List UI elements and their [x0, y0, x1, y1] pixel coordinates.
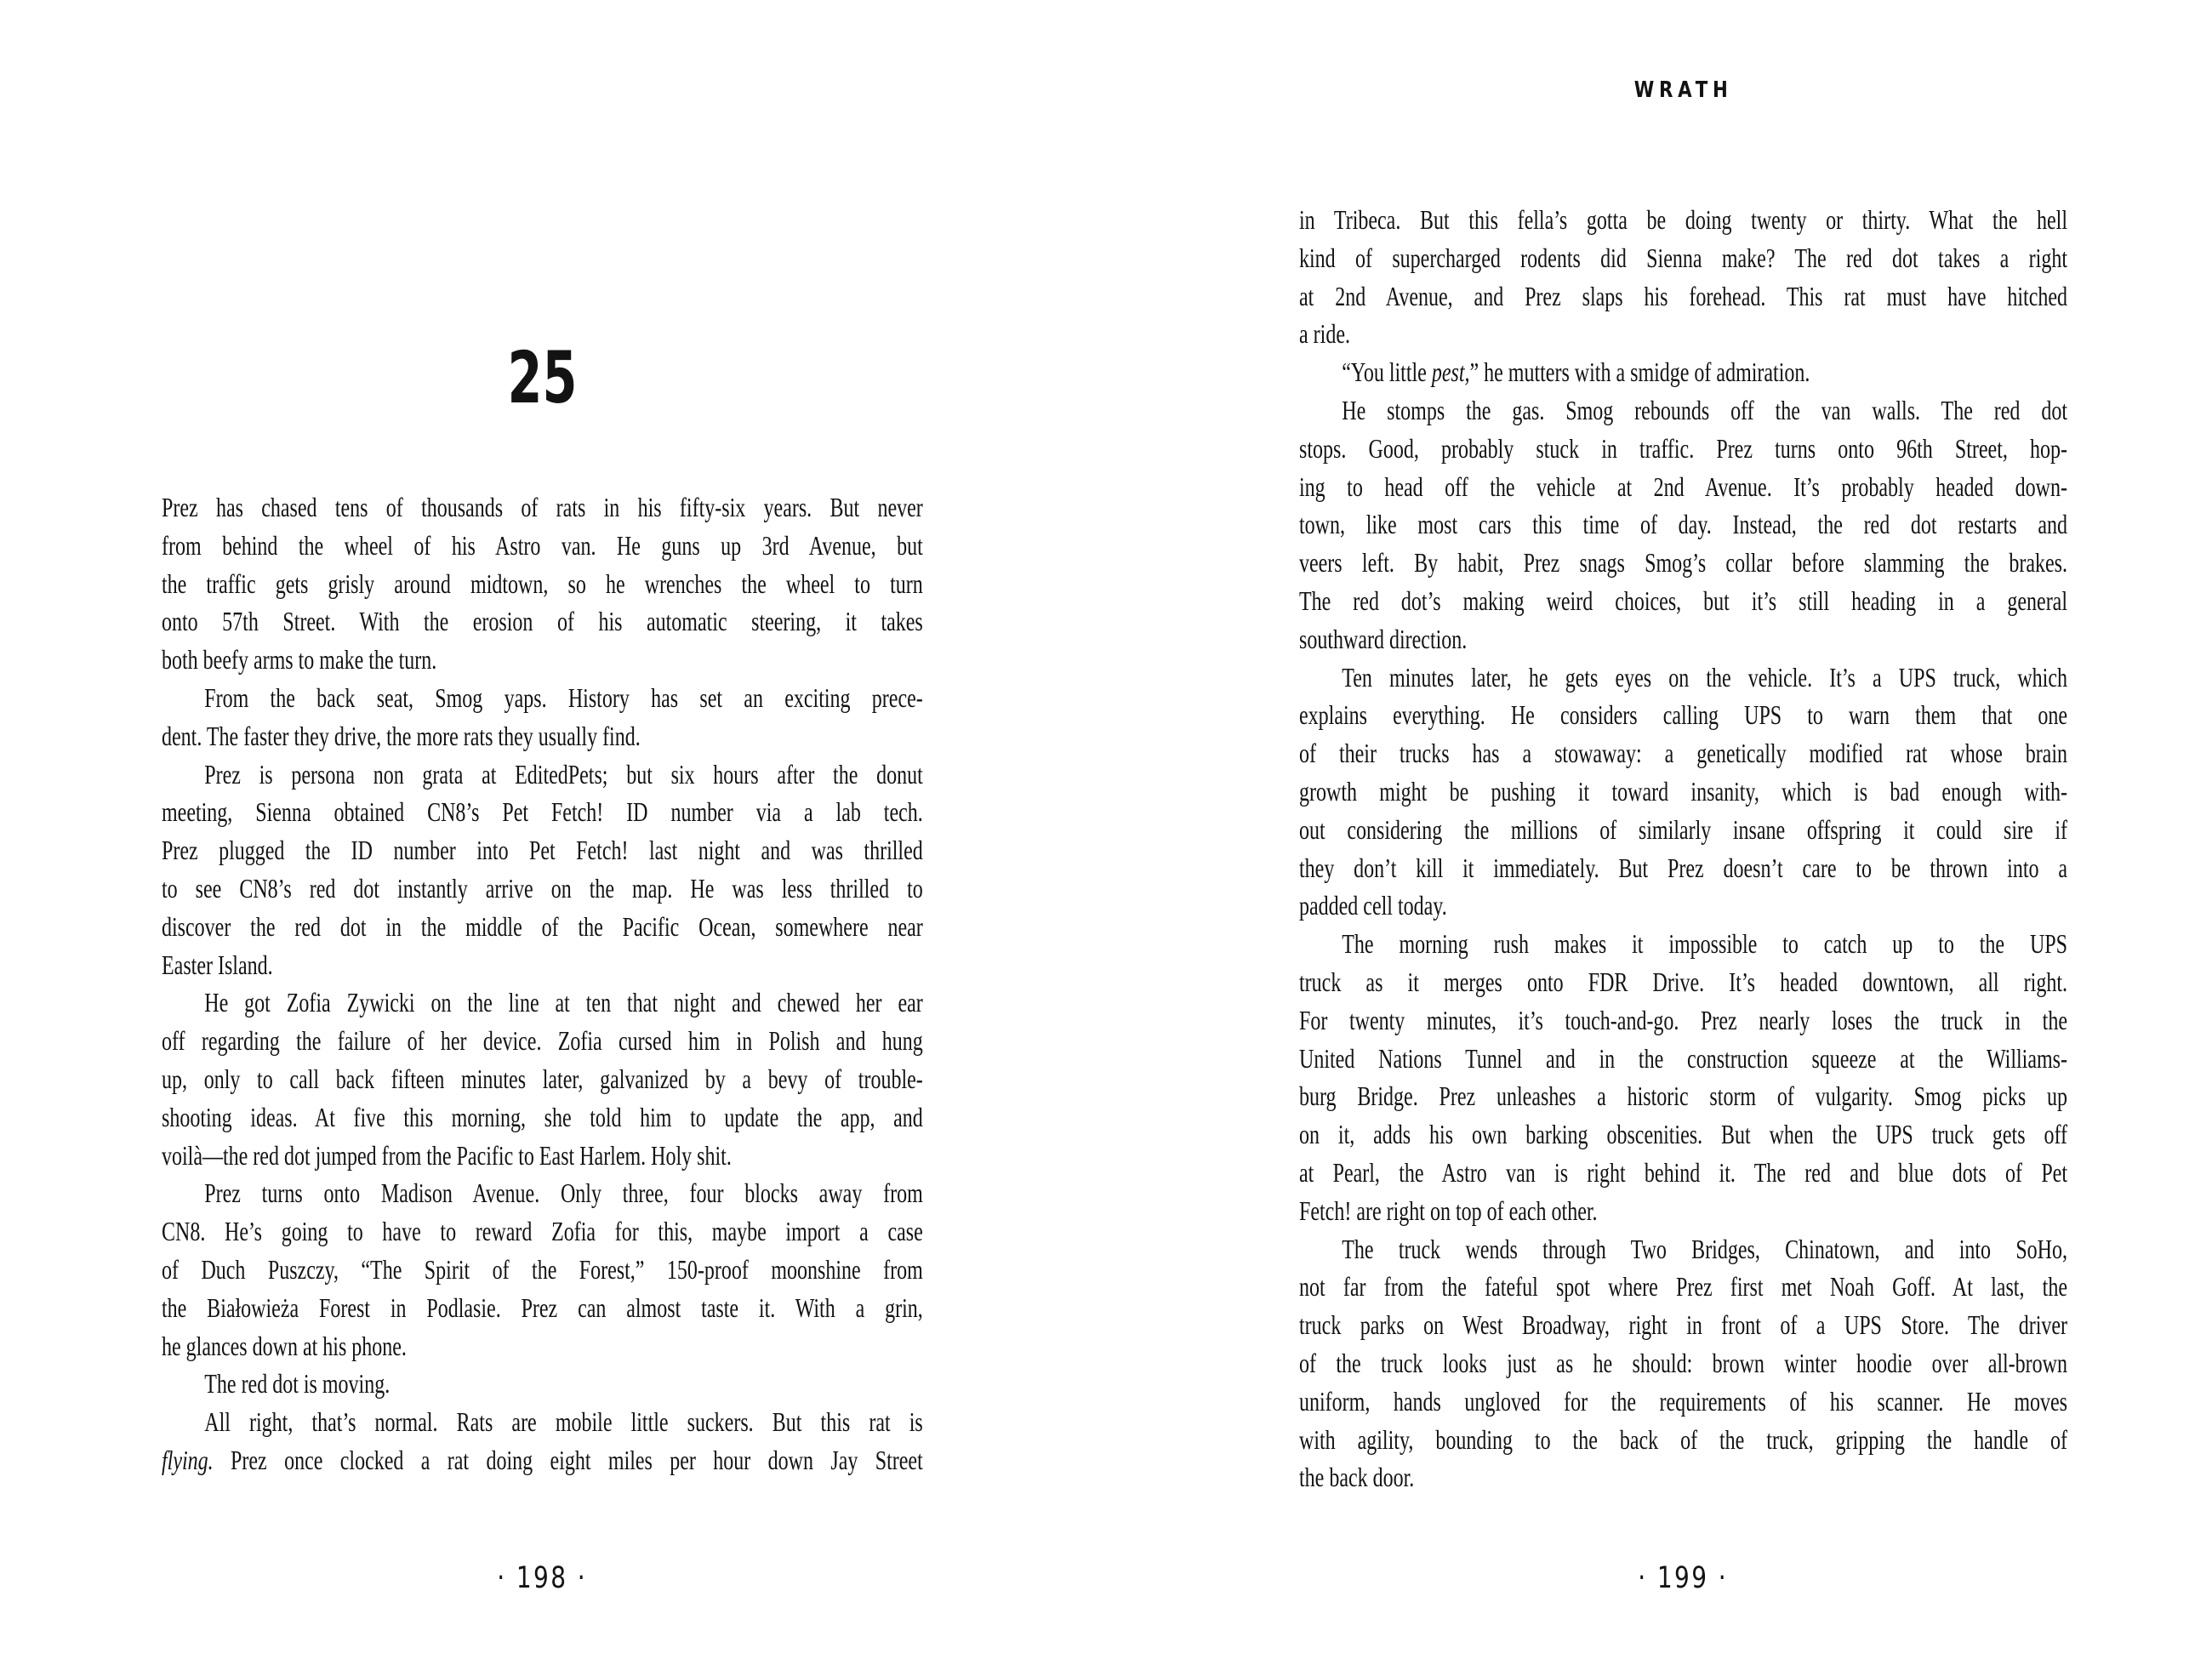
text-line: off regarding the failure of her device. Zofia cursed him in Polish and hung: [162, 1025, 923, 1057]
text-line: Prez plugged the ID number into Pet Fetch! last night and was thrilled: [162, 835, 923, 866]
text-line: shooting ideas. At five this morning, she told him to update the app, and: [162, 1101, 923, 1132]
chapter-number-text: 25: [507, 336, 578, 419]
text-line: town, like most cars this time of day. Instead, the red dot restarts and: [1299, 509, 2067, 540]
text-line: The red dot’s making weird choices, but it’s still heading in a general: [1299, 584, 2067, 616]
text-line: uniform, hands ungloved for the requirements of his scanner. He moves: [1299, 1385, 2067, 1417]
text-line: discover the red dot in the middle of the Pacific Ocean, somewhere near: [162, 910, 923, 942]
text-line: The red dot is moving.: [204, 1368, 391, 1400]
text-line: Easter Island.: [162, 949, 273, 980]
text-line: onto 57th Street. With the erosion of his automatic steering, it takes: [162, 606, 923, 637]
text-line: The truck wends through Two Bridges, Chinatown, and into SoHo,: [1342, 1233, 2067, 1264]
text-line: Prez has chased tens of thousands of rats in his fifty-six years. But never: [162, 492, 923, 522]
text-line: “You little pest,” he mutters with a smidge of admiration.: [1342, 356, 1810, 388]
left-page-text: [162, 488, 923, 1479]
text-line: Prez is persona non grata at EditedPets; but six hours after the donut: [204, 758, 923, 790]
text-line: CN8. He’s going to have to reward Zofia for this, maybe import a case: [162, 1216, 923, 1247]
text-line: to see CN8’s red dot instantly arrive on the map. He was less thrilled to: [162, 872, 923, 904]
text-line: United Nations Tunnel and in the construction squeeze at the Williams-: [1299, 1042, 2067, 1074]
right-page-body: [1299, 201, 2067, 1497]
text-line: voilà—the red dot jumped from the Pacific to East Harlem. Holy shit.: [162, 1139, 732, 1171]
text-line: padded cell today.: [1299, 890, 1447, 921]
text-line: not far from the fateful spot where Prez first met Noah Goff. At last, the: [1299, 1271, 2067, 1303]
text-line: explains everything. He considers calling UPS to warn them that one: [1299, 699, 2067, 731]
text-line: The morning rush makes it impossible to catch up to the UPS: [1342, 928, 2067, 960]
text-line: Prez turns onto Madison Avenue. Only three, four blocks away from: [204, 1177, 923, 1209]
text-line: up, only to call back fifteen minutes later, galvanized by a bevy of trouble-: [162, 1063, 923, 1094]
text-line: dent. The faster they drive, the more rats they usually find.: [162, 720, 641, 751]
page-number-left: [162, 1562, 923, 1594]
text-line: He stomps the gas. Smog rebounds off the van walls. The red dot: [1342, 394, 2067, 425]
text-line: in Tribeca. But this fella’s gotta be doing twenty or thirty. What the hell: [1299, 204, 2067, 235]
text-line: For twenty minutes, it’s touch-and-go. Prez nearly loses the truck in the: [1299, 1004, 2067, 1035]
text-line: at Pearl, the Astro van is right behind it. The red and blue dots of Pet: [1299, 1156, 2067, 1188]
text-line: the traffic gets grisly around midtown, so he wrenches the wheel to turn: [162, 567, 923, 599]
text-line: ing to head off the vehicle at 2nd Avenue. It’s probably headed down-: [1299, 470, 2067, 502]
text-line: of the truck looks just as he should: brown winter hoodie over all-brown: [1299, 1347, 2067, 1378]
page-number-right: [1299, 1562, 2067, 1594]
text-line: he glances down at his phone.: [162, 1330, 407, 1361]
chapter-number: [162, 336, 923, 419]
text-line: truck as it merges onto FDR Drive. It’s headed downtown, all right.: [1299, 966, 2067, 997]
text-line: From the back seat, Smog yaps. History has set an exciting prece-: [204, 681, 923, 713]
text-line: they don’t kill it immediately. But Prez doesn’t care to be thrown into a: [1299, 852, 2067, 883]
text-line: at 2nd Avenue, and Prez slaps his forehead. This rat must have hitched: [1299, 280, 2067, 311]
text-line: flying. Prez once clocked a rat doing eight miles per hour down Jay Street: [162, 1444, 923, 1475]
text-line: a ride.: [1299, 318, 1350, 350]
text-line: veers left. By habit, Prez snags Smog’s collar before slamming the brakes.: [1299, 547, 2067, 579]
text-line: stops. Good, probably stuck in traffic. Prez turns onto 96th Street, hop-: [1299, 432, 2067, 464]
text-line: burg Bridge. Prez unleashes a historic storm of vulgarity. Smog picks up: [1299, 1080, 2067, 1112]
text-line: of their trucks has a stowaway: a genetically modified rat whose brain: [1299, 738, 2067, 769]
left-page-body: [162, 488, 923, 1479]
text-line: meeting, Sienna obtained CN8’s Pet Fetch! ID number via a lab tech.: [162, 796, 923, 828]
running-header-text: WRATH: [1633, 77, 1733, 103]
text-line: out considering the millions of similarly insane offspring it could sire if: [1299, 813, 2067, 845]
text-line: both beefy arms to make the turn.: [162, 644, 437, 676]
text-line: of Duch Puszczy, “The Spirit of the Forest,” 150-proof moonshine from: [162, 1253, 923, 1285]
text-line: Fetch! are right on top of each other.: [1299, 1194, 1598, 1226]
text-line: Ten minutes later, he gets eyes on the vehicle. It’s a UPS truck, which: [1342, 661, 2067, 693]
text-line: kind of supercharged rodents did Sienna make? The red dot takes a right: [1299, 242, 2067, 273]
text-line: the Białowieża Forest in Podlasie. Prez can almost taste it. With a grin,: [162, 1291, 923, 1323]
text-line: from behind the wheel of his Astro van. He guns up 3rd Avenue, but: [162, 529, 923, 561]
page-number-left-text: · 198 ·: [497, 1561, 588, 1595]
text-line: southward direction.: [1299, 623, 1468, 654]
text-line: on it, adds his own barking obscenities. But when the UPS truck gets off: [1299, 1119, 2067, 1150]
running-header: [1299, 78, 2067, 102]
text-line: growth might be pushing it toward insanity, which is bad enough with-: [1299, 775, 2067, 807]
text-line: He got Zofia Zywicki on the line at ten that night and chewed her ear: [204, 987, 923, 1018]
text-line: the back door.: [1299, 1462, 1415, 1493]
text-line: All right, that’s normal. Rats are mobile little suckers. But this rat is: [204, 1406, 923, 1438]
right-page-text: [1299, 201, 2067, 1497]
page-number-right-text: · 199 ·: [1638, 1561, 1729, 1595]
text-line: with agility, bounding to the back of the truck, gripping the handle of: [1299, 1423, 2067, 1455]
text-line: truck parks on West Broadway, right in front of a UPS Store. The driver: [1299, 1309, 2067, 1341]
